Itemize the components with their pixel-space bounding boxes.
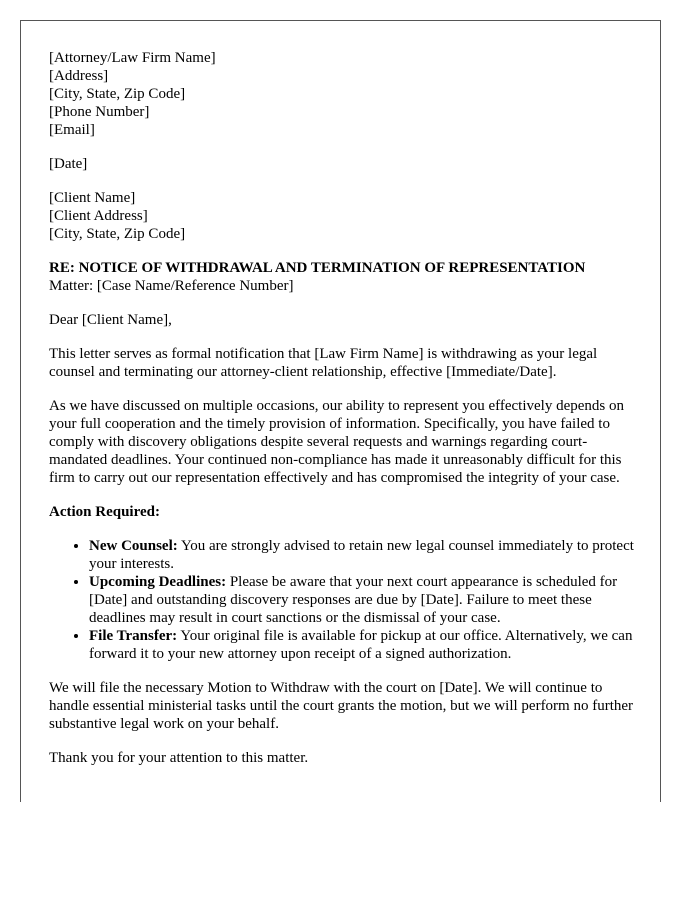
action-item-text: Please be aware that your next court appearance is scheduled for [Date] and outstanding discovery responses are due by [Date]. Failure to meet these deadlines may result in court sanctions or the dismissal of your case.: [89, 574, 618, 626]
letter-date: [49, 155, 639, 173]
recipient-city-state-zip: [City, State, Zip Code]: [49, 226, 186, 242]
sender-email: [Email]: [49, 122, 95, 138]
closing-paragraph: Thank you for your attention to this matter.: [49, 750, 309, 766]
action-item-file-transfer: [89, 627, 639, 663]
action-required-heading: Action Required:: [49, 504, 160, 520]
action-item-label: File Transfer:: [89, 628, 178, 644]
date-text: [Date]: [49, 156, 88, 172]
intro-paragraph: This letter serves as formal notification that [Law Firm Name] is withdrawing as your legal counsel and terminating our attorney-client relationship, effective [Immediate/Date].: [49, 346, 598, 380]
salutation: Dear [Client Name],: [49, 312, 172, 328]
action-item-label: Upcoming Deadlines:: [89, 574, 227, 590]
action-item-text: You are strongly advised to retain new legal counsel immediately to protect your interests.: [89, 538, 634, 572]
recipient-block: [49, 189, 639, 243]
letter-page: [20, 20, 661, 802]
matter-line: Matter: [Case Name/Reference Number]: [49, 278, 294, 294]
action-item-upcoming-deadlines: [89, 573, 639, 627]
recipient-name: [Client Name]: [49, 190, 136, 206]
recipient-address: [Client Address]: [49, 208, 148, 224]
action-list: [49, 537, 639, 663]
sender-phone: [Phone Number]: [49, 104, 150, 120]
sender-name: [Attorney/Law Firm Name]: [49, 50, 216, 66]
action-item-label: New Counsel:: [89, 538, 178, 554]
motion-paragraph: We will file the necessary Motion to Withdraw with the court on [Date]. We will continue to handle essential ministerial tasks until the court grants the motion, but we will perform no further substantive legal work on your behalf.: [49, 680, 634, 732]
sender-block: [49, 49, 639, 139]
action-item-new-counsel: [89, 537, 639, 573]
action-item-text: Your original file is available for pickup at our office. Alternatively, we can forward it to your new attorney upon receipt of a signed authorization.: [89, 628, 633, 662]
sender-city-state-zip: [City, State, Zip Code]: [49, 86, 186, 102]
subject-line: RE: NOTICE OF WITHDRAWAL AND TERMINATION OF REPRESENTATION: [49, 260, 586, 276]
sender-address: [Address]: [49, 68, 109, 84]
reason-paragraph: As we have discussed on multiple occasions, our ability to represent you effectively depends on your full cooperation and the timely provision of information. Specifically, you have failed to comply with discovery obligations despite several requests and warnings regarding court-mandated deadlines. Your continued non-compliance has made it unreasonably difficult for this firm to carry out our representation effectively and has compromised the integrity of your case.: [49, 398, 624, 486]
letter-content: [49, 49, 639, 767]
